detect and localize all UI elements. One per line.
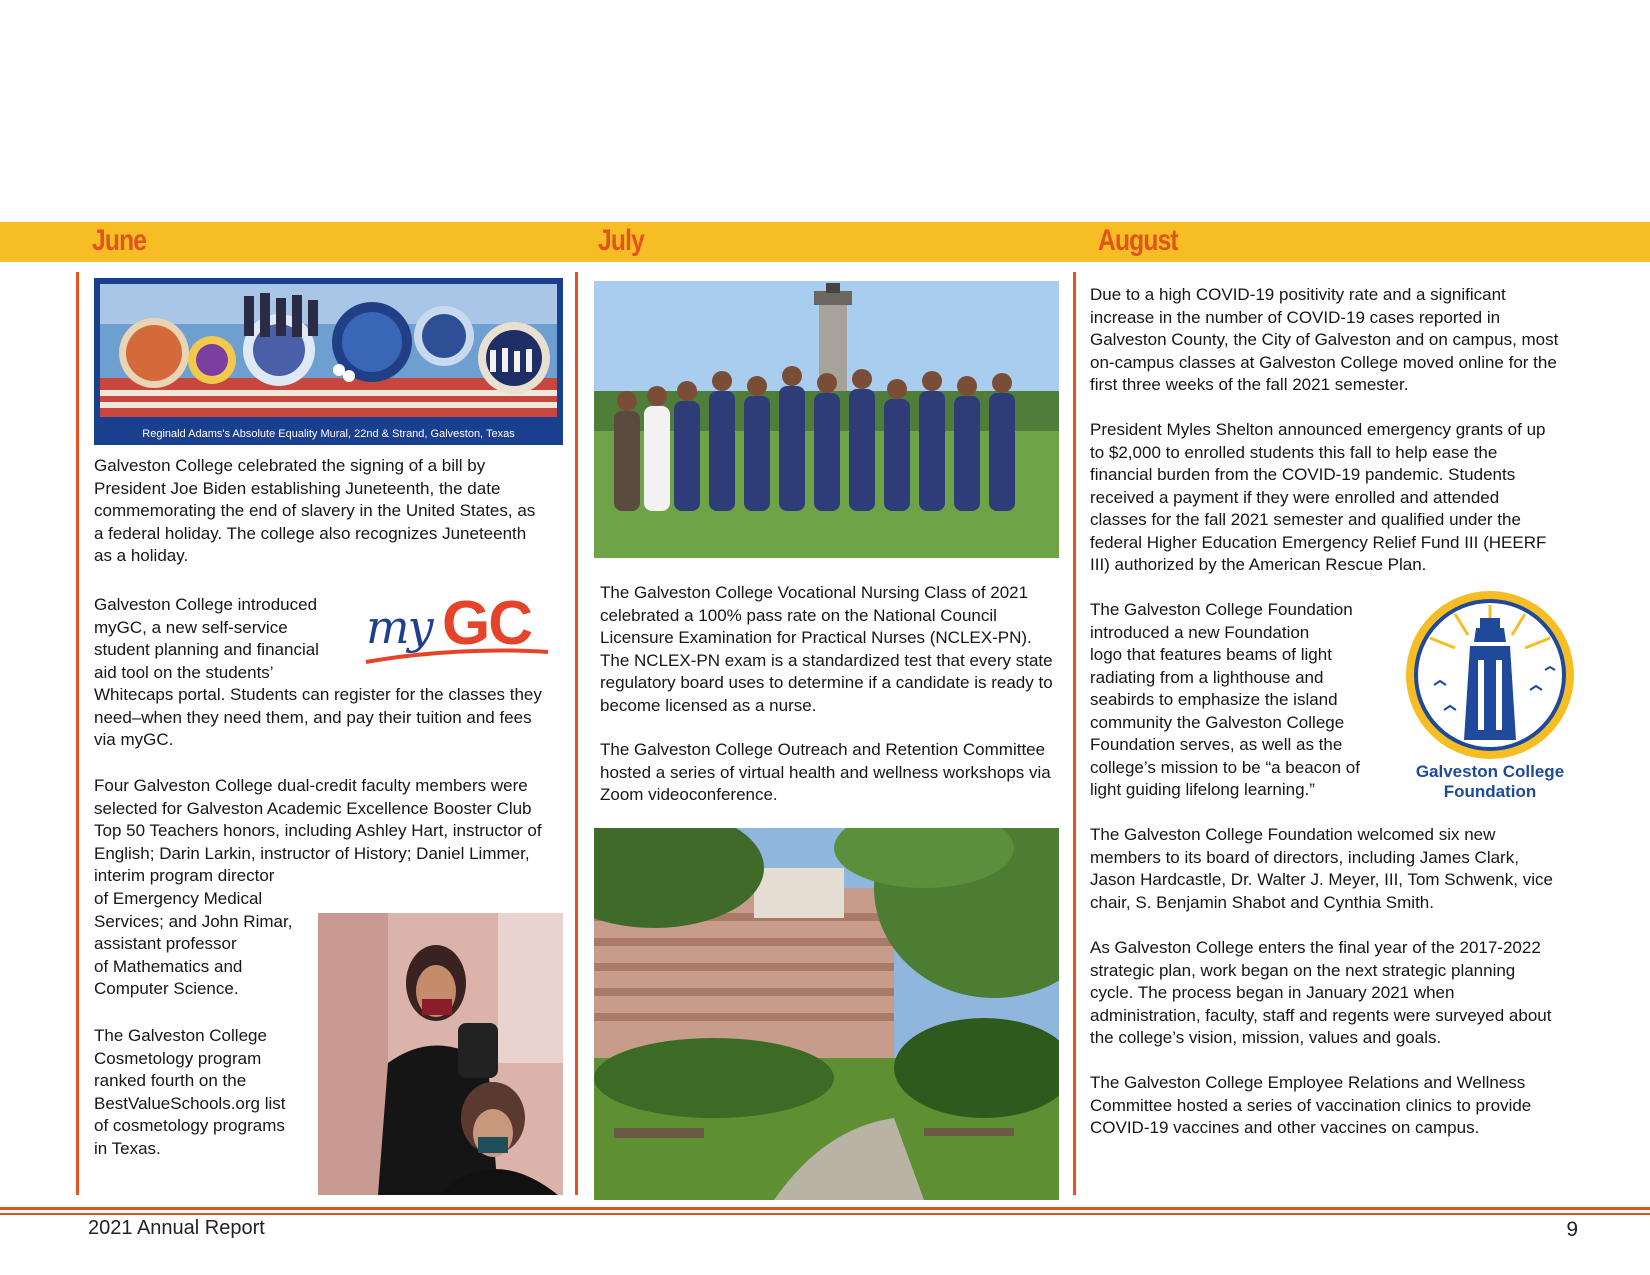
text-line: logo that features beams of light <box>1090 645 1332 664</box>
footer-rule-bottom <box>0 1213 1650 1215</box>
text-line: community the Galveston College <box>1090 712 1345 732</box>
text-line: radiating from a lighthouse and <box>1090 667 1324 687</box>
text-line: The Galveston College Foundation <box>1090 600 1353 619</box>
june-juneteenth-paragraph: Galveston College celebrated the signing of a bill by President Joe Biden establishing Juneteenth, the date commemorating the end of slavery in the United States, as a federal holiday. The college also recognizes Juneteenth as a holiday. <box>94 456 536 565</box>
text-line: Cosmetology program <box>94 1048 262 1068</box>
mural-caption: Reginald Adams's Absolute Equality Mural, 22nd & Strand, Galveston, Texas <box>94 423 563 445</box>
text-line: Galveston College introduced <box>94 595 318 614</box>
month-heading-july: July <box>598 224 644 257</box>
text-line: college’s mission to be “a beacon of <box>1090 757 1360 777</box>
mural-illustration <box>94 278 563 445</box>
cosmetology-illustration <box>318 913 563 1195</box>
june-cosmetology-paragraph <box>94 1025 304 1160</box>
text-line: Foundation serves, as well as the <box>1090 735 1343 754</box>
foundation-logo-line1: Galveston College <box>1415 762 1565 781</box>
text-line: introduced a new Foundation <box>1090 622 1310 642</box>
text-line: of Mathematics and <box>94 956 243 976</box>
campus-illustration <box>594 828 1059 1200</box>
column-divider-june <box>76 272 79 1195</box>
nursing-class-photo <box>594 281 1059 558</box>
august-covid-paragraph: Due to a high COVID-19 positivity rate and a significant increase in the number of COVID-19 cases reported in Galveston County, the City of Galveston and on campus, most on-campus classes at Galveston College moved online for the first three weeks of the fall 2021 semester. <box>1090 285 1559 394</box>
cosmetology-photo <box>318 913 563 1195</box>
june-mygc-paragraph-lines <box>94 594 354 684</box>
column-divider-july <box>575 272 578 1195</box>
foundation-logo <box>1400 590 1580 805</box>
nursing-class-illustration <box>594 281 1059 558</box>
text-line: assistant professor <box>94 934 237 953</box>
juneteenth-mural-image <box>94 278 563 445</box>
lighthouse-icon <box>1400 590 1580 760</box>
campus-photo <box>594 828 1059 1200</box>
july-nursing-paragraph: The Galveston College Vocational Nursing Class of 2021 celebrated a 100% pass rate on the National Council Licensure Examination for Practical Nurses (NCLEX-PN). The NCLEX-PN exam is a standardized test that every state regulatory board uses to determine if a candidate is ready to become licensed as a nurse. <box>600 583 1053 715</box>
text-line: in Texas. <box>94 1138 161 1158</box>
footer-rule-top <box>0 1207 1650 1210</box>
text-line: Computer Science. <box>94 979 239 998</box>
month-heading-june: June <box>92 224 147 257</box>
mygc-logo-my: my <box>366 600 432 654</box>
foundation-logo-wordmark <box>1400 762 1580 802</box>
month-heading-august: August <box>1098 224 1178 257</box>
august-strategic-plan-paragraph: As Galveston College enters the final year of the 2017-2022 strategic plan, work began on the next strategic planning cycle. The process began in January 2021 when administration, faculty, staff and regents were surveyed about the college’s vision, mission, values and goals. <box>1090 938 1552 1047</box>
june-mygc-paragraph-rest: Whitecaps portal. Students can register for the classes they need–when they need them, and pay their tuition and fees via myGC. <box>94 685 542 749</box>
august-foundation-logo-paragraph <box>1090 599 1380 802</box>
text-line: BestValueSchools.org list <box>94 1093 286 1113</box>
text-line: myGC, a new self-service <box>94 617 288 637</box>
mygc-underline-swoosh <box>362 582 562 672</box>
text-line: seabirds to emphasize the island <box>1090 690 1338 709</box>
text-line: aid tool on the students’ <box>94 662 274 682</box>
text-line: light guiding lifelong learning.” <box>1090 780 1315 799</box>
mygc-logo <box>362 582 562 672</box>
text-line: student planning and financial <box>94 640 319 659</box>
august-grants-paragraph: President Myles Shelton announced emergency grants of up to $2,000 to enrolled students this fall to help ease the financial burden from the COVID-19 pandemic. Students received a payment if they were enrolled and attended classes for the fall 2021 semester and qualified under the federal Higher Education Emergency Relief Fund III (HEERF III) authorized by the American Rescue Plan. <box>1090 420 1547 574</box>
june-faculty-paragraph: Four Galveston College dual-credit faculty members were selected for Galveston Academic Excellence Booster Club Top 50 Teachers honors, including Ashley Hart, instructor of English; Darin Larkin, instructor of History; Daniel Limmer, interim program director <box>94 776 542 885</box>
text-line: Services; and John Rimar, <box>94 911 293 931</box>
text-line: of cosmetology programs <box>94 1116 285 1135</box>
august-vaccination-paragraph: The Galveston College Employee Relations and Wellness Committee hosted a series of vaccination clinics to provide COVID-19 vaccines and other vaccines on campus. <box>1090 1073 1532 1137</box>
foundation-logo-line2: Foundation <box>1443 782 1537 801</box>
june-faculty-paragraph-continued <box>94 888 304 1001</box>
text-line: of Emergency Medical <box>94 889 263 908</box>
page-number: 9 <box>1566 1218 1578 1241</box>
july-wellness-paragraph: The Galveston College Outreach and Retention Committee hosted a series of virtual health and wellness workshops via Zoom videoconference. <box>600 740 1051 804</box>
text-line: The Galveston College <box>94 1026 267 1045</box>
month-header-band <box>0 222 1650 262</box>
mygc-logo-gc: GC <box>442 589 531 658</box>
august-board-paragraph: The Galveston College Foundation welcomed six new members to its board of directors, including James Clark, Jason Hardcastle, Dr. Walter J. Meyer, III, Tom Schwenk, vice chair, S. Benjamin Shabot and Cynthia Smith. <box>1090 825 1553 912</box>
footer-report-title: 2021 Annual Report <box>88 1217 265 1239</box>
text-line: ranked fourth on the <box>94 1071 247 1090</box>
column-divider-august <box>1073 272 1076 1195</box>
